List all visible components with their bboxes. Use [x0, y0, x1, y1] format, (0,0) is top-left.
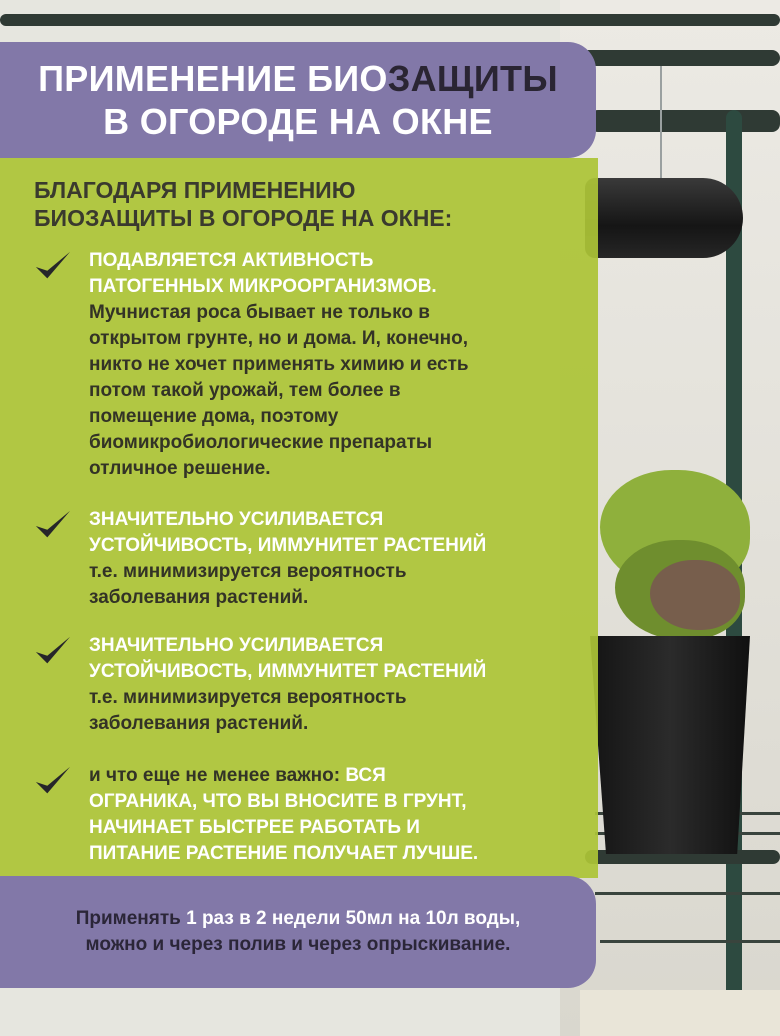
benefit-body-line: заболевания растений. — [89, 587, 309, 608]
benefit-text — [89, 507, 589, 611]
rack-upper-bar — [580, 50, 780, 66]
benefit-body-line: т.е. минимизируется вероятность — [89, 687, 407, 708]
benefit-heading: ПАТОГЕННЫХ МИКРООРГАНИЗМОВ. — [89, 276, 437, 297]
benefit-body-line: никто не хочет применять химию и есть — [89, 354, 469, 375]
benefit-heading: ПИТАНИЕ РАСТЕНИЕ ПОЛУЧАЕТ ЛУЧШЕ. — [89, 843, 479, 864]
benefit-body-line: отличное решение. — [89, 458, 271, 479]
benefit-heading: УСТОЙЧИВОСТЬ, ИММУНИТЕТ РАСТЕНИЙ — [89, 535, 487, 556]
benefit-heading: УСТОЙЧИВОСТЬ, ИММУНИТЕТ РАСТЕНИЙ — [89, 661, 487, 682]
benefit-heading: ВСЯ — [345, 765, 386, 786]
title-part-accent: ЗАЩИТЫ — [387, 58, 558, 99]
benefit-body-line: заболевания растений. — [89, 713, 309, 734]
benefit-text — [89, 248, 589, 482]
usage-banner — [0, 876, 596, 988]
rack-shelf-bar — [590, 110, 780, 132]
subtitle-line: БИОЗАЩИТЫ В ОГОРОДЕ НА ОКНЕ: — [34, 205, 453, 231]
benefit-text — [89, 763, 589, 867]
title-banner — [0, 42, 596, 158]
benefit-item — [34, 633, 584, 743]
checkmark-icon — [34, 248, 72, 286]
lettuce-leaves — [650, 560, 740, 630]
benefit-body-line: потом такой урожай, тем более в — [89, 380, 401, 401]
usage-method: можно и через полив и через опрыскивание. — [85, 934, 511, 955]
benefit-heading: ЗНАЧИТЕЛЬНО УСИЛИВАЕТСЯ — [89, 635, 384, 656]
benefit-heading: ЗНАЧИТЕЛЬНО УСИЛИВАЕТСЯ — [89, 509, 384, 530]
benefit-item — [34, 248, 584, 488]
page-title — [38, 57, 558, 143]
benefit-text — [89, 633, 589, 737]
shelf-wire — [600, 940, 780, 943]
benefit-heading: НАЧИНАЕТ БЫСТРЕЕ РАБОТАТЬ И — [89, 817, 420, 838]
plant-pot — [590, 636, 750, 854]
shelf-wire — [595, 892, 780, 895]
benefit-item — [34, 507, 584, 617]
usage-text-lead: Применять — [75, 908, 187, 929]
title-line-2: В ОГОРОДЕ НА ОКНЕ — [103, 101, 493, 142]
benefit-body-line: биомикробиологические препараты — [89, 432, 433, 453]
benefit-item — [34, 763, 584, 873]
benefit-body-line: помещение дома, поэтому — [89, 406, 339, 427]
title-part: ПРИМЕНЕНИЕ БИО — [38, 58, 388, 99]
benefit-body-line: Мучнистая роса бывает не только в — [89, 302, 430, 323]
benefit-body-line: открытом грунте, но и дома. И, конечно, — [89, 328, 468, 349]
usage-dosage: 1 раз в 2 недели 50мл на 10л воды, — [186, 908, 521, 929]
checkmark-icon — [34, 633, 72, 671]
grow-light-tube — [585, 178, 743, 258]
benefit-body-line: т.е. минимизируется вероятность — [89, 561, 407, 582]
benefit-heading: ОГРАНИКА, ЧТО ВЫ ВНОСИТЕ В ГРУНТ, — [89, 791, 467, 812]
checkmark-icon — [34, 763, 72, 801]
checkmark-icon — [34, 507, 72, 545]
benefit-lead: и что еще не менее важно: — [89, 765, 346, 786]
hanging-wire — [660, 66, 662, 182]
benefit-heading: ПОДАВЛЯЕТСЯ АКТИВНОСТЬ — [89, 250, 374, 271]
roller-base — [580, 990, 780, 1036]
section-subtitle — [34, 176, 452, 232]
rack-top-bar — [0, 14, 780, 26]
usage-text — [76, 906, 521, 958]
subtitle-line: БЛАГОДАРЯ ПРИМЕНЕНИЮ — [34, 177, 356, 203]
